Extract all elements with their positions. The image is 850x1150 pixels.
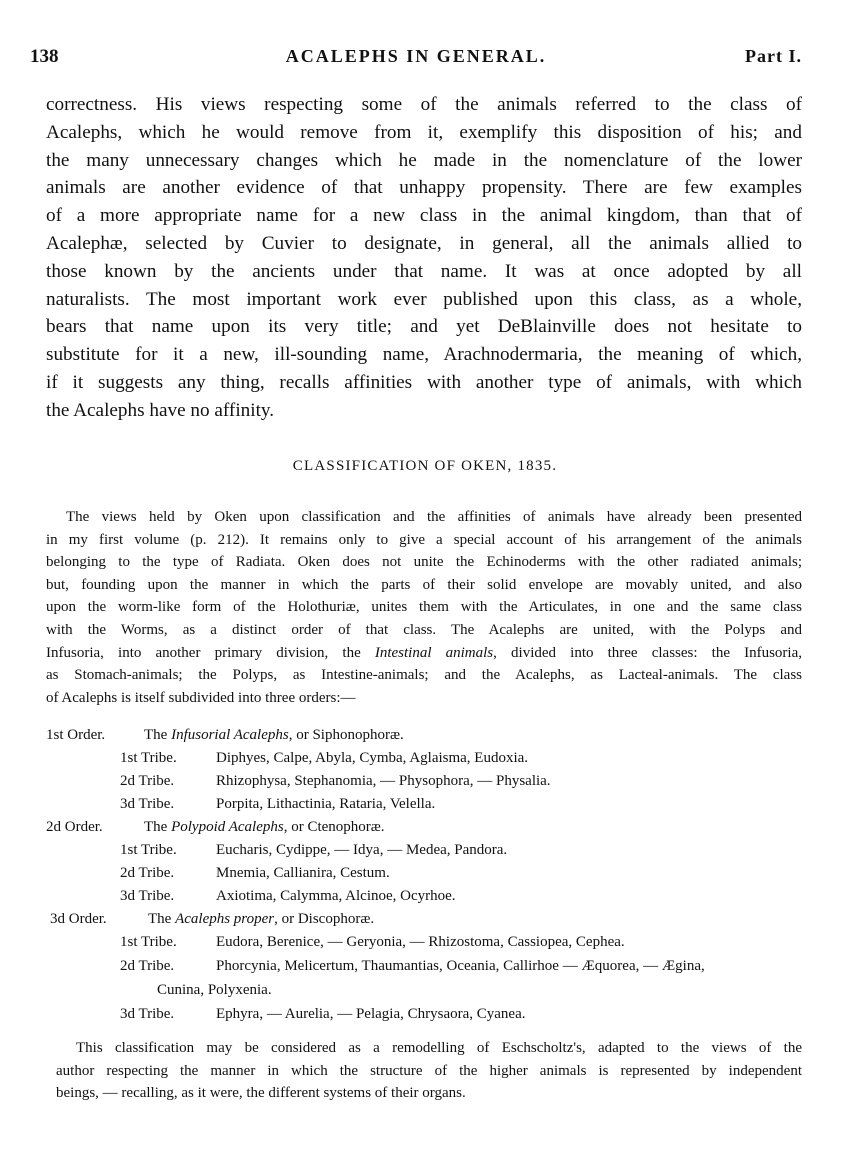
body-line: naturalists. The most important work ever published upon this class, as a whole,: [46, 288, 802, 310]
part-label: Part I.: [745, 46, 802, 66]
body-line: the many unnecessary changes which he made in the nomenclature of the lower: [46, 149, 802, 171]
order-label: 3d Order.: [50, 911, 107, 927]
tribe-line: [120, 888, 810, 910]
body-line: animals are another evidence of that unhappy propensity. There are few examples: [46, 177, 802, 199]
intro-line: in my first volume (p. 212). It remains only to give a special account of his arrangement of the animals: [46, 531, 802, 548]
intro-line: as Stomach-animals; the Polyps, as Intestine-animals; and the Acalephs, as Lacteal-animals. The class: [46, 667, 802, 684]
intro-line: with the Worms, as a distinct order of that class. The Acalephs are united, with the Polyps and: [46, 621, 802, 638]
tribe-genera: Axiotima, Calymma, Alcinoe, Ocyrhoe.: [216, 888, 456, 904]
tribe-line: [120, 842, 810, 864]
body-line: if it suggests any thing, recalls affinities with another type of animals, with which: [46, 371, 802, 393]
intro-line: [46, 642, 802, 665]
order-text: , or Siphonophoræ.: [288, 727, 404, 743]
tribe-label: 1st Tribe.: [120, 750, 177, 766]
running-title: ACALEPHS IN GENERAL.: [285, 46, 547, 66]
tribe-genera: Eucharis, Cydippe, — Idya, — Medea, Pandora.: [216, 842, 508, 858]
tribe-line: [120, 773, 810, 795]
tribe-continuation: Cunina, Polyxenia.: [157, 982, 272, 998]
order-text: , or Ctenophoræ.: [283, 819, 385, 835]
intro-line-text: Infusoria, into another primary division, the: [46, 644, 375, 661]
tribe-line: [120, 934, 810, 956]
body-line: Acalephs, which he would remove from it, exemplify this disposition of his; and: [46, 121, 802, 143]
intro-line-text: , divided into three classes: the Infusoria,: [493, 644, 802, 661]
order-label: 1st Order.: [46, 727, 106, 743]
order-text: The: [148, 911, 176, 927]
body-line: Acalephæ, selected by Cuvier to designate, in general, all the animals allied to: [46, 232, 802, 254]
order-heading: [46, 911, 374, 933]
tribe-genera: Phorcynia, Melicertum, Thaumantias, Oceania, Callirhoe — Æquorea, — Ægina,: [216, 958, 705, 974]
closing-line: beings, — recalling, as it were, the different systems of their organs.: [56, 1085, 466, 1102]
tribe-line: [120, 865, 810, 887]
body-line: substitute for it a new, ill-sounding name, Arachnodermaria, the meaning of which,: [46, 344, 802, 366]
tribe-label: 2d Tribe.: [120, 958, 175, 974]
order-heading: [46, 727, 404, 749]
tribe-label: 1st Tribe.: [120, 842, 177, 858]
closing-line: This classification may be considered as a remodelling of Eschscholtz's, adapted to the views of the: [76, 1040, 802, 1056]
body-line: those known by the ancients under that name. It was at once adopted by all: [46, 260, 802, 282]
tribe-genera: Eudora, Berenice, — Geryonia, — Rhizostoma, Cassiopea, Cephea.: [216, 934, 625, 950]
tribe-label: 3d Tribe.: [120, 888, 175, 904]
closing-line: author respecting the manner in which the structure of the higher animals is represented by independent: [56, 1062, 802, 1079]
running-header: [30, 46, 802, 76]
tribe-line: [120, 796, 810, 818]
order-name: Infusorial Acalephs: [171, 727, 289, 743]
tribe-genera: Ephyra, — Aurelia, — Pelagia, Chrysaora, Cyanea.: [216, 1006, 526, 1022]
body-line: bears that name upon its very title; and yet DeBlainville does not hesitate to: [46, 316, 802, 338]
intro-line: belonging to the type of Radiata. Oken does not unite the Echinoderms with the other radiated animals;: [46, 554, 802, 571]
intro-line: but, founding upon the manner in which the parts of their solid envelope are movably united, and also: [46, 576, 802, 593]
tribe-genera: Porpita, Lithactinia, Rataria, Velella.: [216, 796, 436, 812]
body-line: the Acalephs have no affinity.: [46, 399, 275, 421]
tribe-line: [120, 750, 810, 772]
section-heading: CLASSIFICATION OF OKEN, 1835.: [292, 458, 558, 474]
intro-line: The views held by Oken upon classification and the affinities of animals have already been presented: [66, 509, 802, 525]
intro-paragraph: [46, 506, 802, 709]
body-paragraph: [46, 91, 802, 425]
intestinal-animals-term: Intestinal animals: [374, 644, 494, 661]
intro-line: of Acalephs is itself subdivided into three orders:—: [46, 689, 356, 706]
page-number: 138: [30, 46, 59, 67]
order-name: Polypoid Acalephs: [171, 819, 284, 835]
body-line: of a more appropriate name for a new class in the animal kingdom, than that of: [46, 205, 802, 227]
tribe-line: [120, 958, 810, 980]
tribe-label: 1st Tribe.: [120, 934, 177, 950]
closing-paragraph: [56, 1037, 802, 1105]
tribe-genera: Diphyes, Calpe, Abyla, Cymba, Aglaisma, Eudoxia.: [216, 750, 529, 766]
order-text: The: [144, 727, 172, 743]
tribe-label: 2d Tribe.: [120, 773, 175, 789]
tribe-label: 3d Tribe.: [120, 1006, 175, 1022]
body-line: correctness. His views respecting some of the animals referred to the class of: [46, 94, 802, 115]
tribe-label: 2d Tribe.: [120, 865, 175, 881]
intro-line: upon the worm-like form of the Holothuriæ, unites them with the Articulates, in one and the same class: [46, 599, 802, 616]
tribe-genera: Mnemia, Callianira, Cestum.: [216, 865, 390, 881]
tribe-line: [120, 1006, 810, 1028]
tribe-label: 3d Tribe.: [120, 796, 175, 812]
order-text: , or Discophoræ.: [274, 911, 375, 927]
order-name: Acalephs proper: [175, 911, 275, 927]
order-heading: [46, 819, 385, 841]
tribe-genera: Rhizophysa, Stephanomia, — Physophora, — Physalia.: [216, 773, 551, 789]
order-text: The: [144, 819, 172, 835]
order-label: 2d Order.: [46, 819, 103, 835]
